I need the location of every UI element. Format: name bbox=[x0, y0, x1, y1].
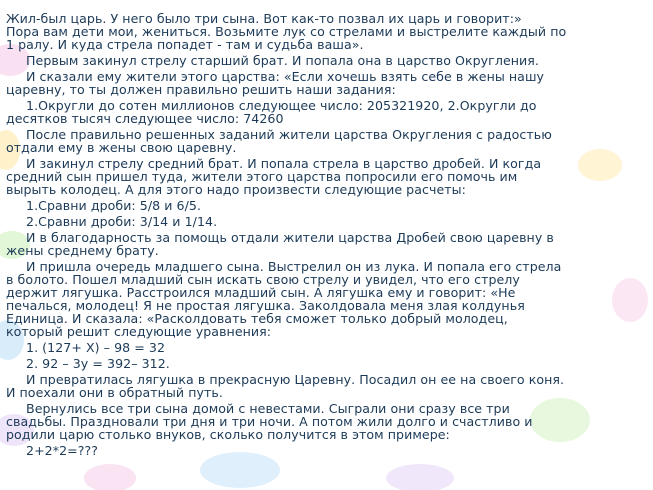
text-line: десятков тысяч следующее число: 74260 bbox=[6, 111, 284, 126]
text-line: средний сын пришел туда, жители этого царства попросили его помочь им bbox=[6, 169, 518, 184]
text-line: Первым закинул стрелу старший брат. И попала она в царство Округления. bbox=[26, 53, 539, 68]
text-line: родили царю столько внуков, сколько получится в этом примере: bbox=[6, 427, 450, 442]
text-line: Жил-был царь. У него было три сына. Вот как-то позвал их царь и говорит:» bbox=[6, 11, 522, 26]
text-line: 1 ралу. И куда стрела попадет - там и судьба ваша». bbox=[6, 37, 364, 52]
text-line: 2. 92 – 3у = 392– 312. bbox=[26, 356, 170, 371]
text-line: Вернулись все три сына домой с невестами. Сыграли они сразу все три bbox=[26, 401, 510, 416]
text-line: отдали ему в жены свою царевну. bbox=[6, 140, 237, 155]
text-line: жены среднему брату. bbox=[6, 243, 159, 258]
text-line: 1.Округли до сотен миллионов следующее число: 205321920, 2.Округли до bbox=[26, 98, 537, 113]
text-line: в болото. Пошел младший сын искать свою стрелу и увидел, что его стрелу bbox=[6, 272, 520, 287]
text-line: 1.Сравни дроби: 5/8 и 6/5. bbox=[26, 198, 201, 213]
text-line: который решит следующие уравнения: bbox=[6, 324, 272, 339]
text-line: И в благодарность за помощь отдали жители царства Дробей свою царевну в bbox=[26, 230, 554, 245]
text-line: свадьбы. Праздновали три дня и три ночи. А потом жили долго и счастливо и bbox=[6, 414, 533, 429]
text-line: 2+2*2=??? bbox=[26, 443, 98, 458]
text-line: держит лягушка. Расстроился младший сын. А лягушка ему и говорит: «Не bbox=[6, 285, 516, 300]
text-line: И поехали они в обратный путь. bbox=[6, 385, 223, 400]
text-line: 2.Сравни дроби: 3/14 и 1/14. bbox=[26, 214, 218, 229]
text-line: 1. (127+ Х) – 98 = 32 bbox=[26, 340, 166, 355]
text-line: После правильно решенных заданий жители царства Округления с радостью bbox=[26, 127, 552, 142]
text-line: И сказали ему жители этого царства: «Если хочешь взять себе в жены нашу bbox=[26, 69, 545, 84]
text-line: И превратилась лягушка в прекрасную Царевну. Посадил он ее на своего коня. bbox=[26, 372, 565, 387]
text-line: царевну, то ты должен правильно решить наши задания: bbox=[6, 82, 396, 97]
text-line: Единица. И сказала: «Расколдовать тебя сможет только добрый молодец, bbox=[6, 311, 508, 326]
text-line: печалься, молодец! Я не простая лягушка. Заколдовала меня злая колдунья bbox=[6, 298, 525, 313]
text-line: Пора вам дети мои, жениться. Возьмите лук со стрелами и выстрелите каждый по bbox=[6, 24, 567, 39]
text-line: И пришла очередь младшего сына. Выстрелил он из лука. И попала его стрела bbox=[26, 259, 562, 274]
text-line: вырыть колодец. А для этого надо произвести следующие расчеты: bbox=[6, 182, 466, 197]
text-line: И закинул стрелу средний брат. И попала стрела в царство дробей. И когда bbox=[26, 156, 542, 171]
